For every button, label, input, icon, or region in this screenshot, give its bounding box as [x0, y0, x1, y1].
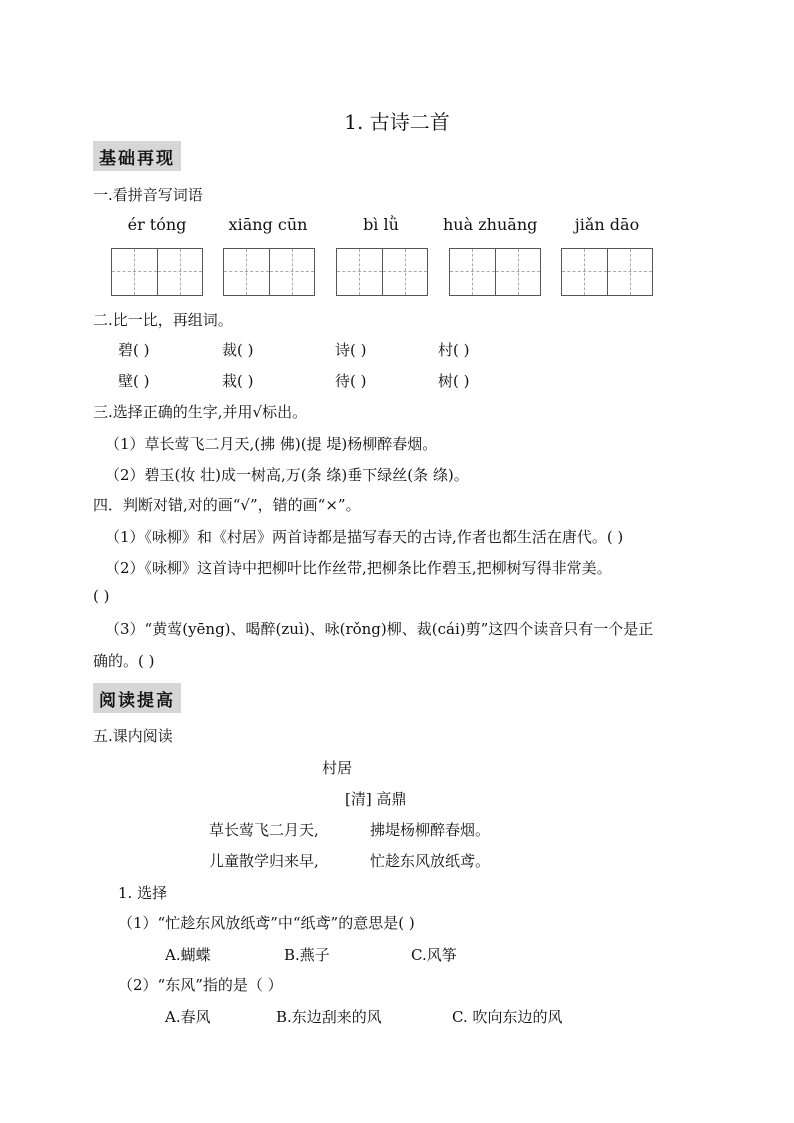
pinyin-2: xiāng cūn	[228, 215, 308, 234]
q5-s1-option-b: B.燕子	[284, 946, 330, 964]
q2-r1-3: 诗( )	[335, 341, 367, 359]
poem-line-2a: 儿童散学归来早,	[209, 852, 319, 870]
q5-heading: 五.课内阅读	[93, 727, 173, 745]
writing-box-4[interactable]	[449, 248, 541, 296]
q4-item-1: （1）《咏柳》和《村居》两首诗都是描写春天的古诗,作者也都生活在唐代。( )	[105, 528, 624, 546]
q2-r1-4: 村( )	[438, 341, 470, 359]
q2-r1-2: 裁( )	[222, 341, 254, 359]
q3-item-2: （2）碧玉(妆 壮)成一树高,万(条 绦)垂下绿丝(条 绦)。	[105, 466, 469, 484]
poem-line-1a: 草长莺飞二月天,	[209, 821, 319, 839]
q3-heading: 三.选择正确的生字,并用√标出。	[93, 403, 308, 421]
q2-r2-3: 待( )	[335, 372, 367, 390]
q2-r1-1: 碧( )	[118, 341, 150, 359]
q5-s2-option-c: C. 吹向东边的风	[452, 1008, 563, 1026]
poem-title: 村居	[322, 759, 353, 777]
writing-box-3[interactable]	[336, 248, 428, 296]
section-header-basics: 基础再现	[93, 141, 181, 171]
q5-s2-option-b: B.东边刮来的风	[276, 1008, 382, 1026]
writing-box-1[interactable]	[111, 248, 203, 296]
q4-heading: 四．判断对错,对的画“√”，错的画“×”。	[93, 496, 361, 514]
writing-box-2[interactable]	[223, 248, 315, 296]
q5-s1-option-a: A.蝴蝶	[165, 946, 211, 964]
q4-item-2-answer: ( )	[93, 587, 110, 605]
q2-r2-2: 栽( )	[222, 372, 254, 390]
q5-s1-option-c: C.风筝	[411, 946, 457, 964]
q5-s2-option-a: A.春风	[165, 1008, 211, 1026]
q2-heading: 二.比一比，再组词。	[93, 311, 233, 329]
q4-item-2: （2）《咏柳》这首诗中把柳叶比作丝带,把柳条比作碧玉,把柳树写得非常美。	[105, 559, 612, 577]
pinyin-1: ér tóng	[127, 215, 187, 234]
q2-r2-1: 壁( )	[118, 372, 150, 390]
page-title: 1. 古诗二首	[344, 110, 450, 134]
section-header-reading: 阅读提高	[93, 683, 181, 713]
pinyin-3: bì lǜ	[363, 215, 399, 234]
q5-s1-question: （1）“忙趁东风放纸鸢”中“纸鸢”的意思是( )	[118, 914, 415, 932]
poem-author: [清] 高鼎	[345, 790, 407, 808]
poem-line-2b: 忙趁东风放纸鸢。	[370, 852, 491, 870]
writing-box-5[interactable]	[561, 248, 653, 296]
q4-item-3-cont: 确的。( )	[93, 652, 155, 670]
q5-s2-question: （2）“东风”指的是（ ）	[118, 976, 283, 994]
poem-line-1b: 拂堤杨柳醉春烟。	[370, 821, 491, 839]
q1-heading: 一.看拼音写词语	[93, 186, 203, 204]
pinyin-4: huà zhuāng	[443, 215, 538, 234]
q4-item-3: （3）“黄莺(yēng)、喝醉(zuì)、咏(rǒng)柳、裁(cái)剪”这四个读音只有一个是正	[105, 620, 654, 638]
q5-sub-heading: 1. 选择	[118, 884, 168, 902]
q2-r2-4: 树( )	[438, 372, 470, 390]
pinyin-5: jiǎn dāo	[574, 215, 640, 234]
q3-item-1: （1）草长莺飞二月天,(拂 佛)(提 堤)杨柳醉春烟。	[105, 435, 438, 453]
